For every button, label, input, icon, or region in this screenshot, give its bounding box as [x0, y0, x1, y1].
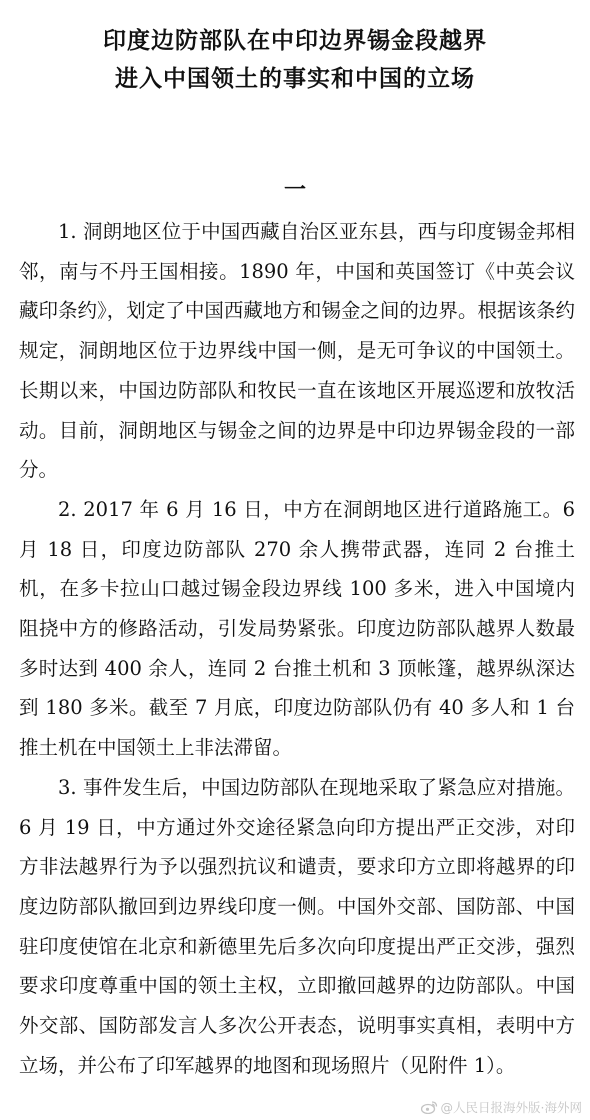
paragraph-2: 2. 2017 年 6 月 16 日，中方在洞朗地区进行道路施工。6 月 18 日，印度边防部队 270 余人携带武器，连同 2 台推土机，在多卡拉山口越过锡金段边界线 100 多米，进入中国境内阻挠中方的修路活动，引发局势紧张。印度边防部队越界人数最多时达到 400 余人，连同 2 台推土机和 3 顶帐篷，越界纵深达到 180 多米。截至 7 月底，印度边防部队仍有 40 多人和 1 台推土机在中国领土上非法滞留。: [19, 497, 575, 760]
document-title: [0, 22, 590, 98]
document-body: [19, 212, 575, 1085]
watermark-text: @人民日报海外版·海外网: [440, 1100, 582, 1115]
paragraph-1: 1. 洞朗地区位于中国西藏自治区亚东县，西与印度锡金邦相邻，南与不丹王国相接。1890 年，中国和英国签订《中英会议藏印条约》，划定了中国西藏地方和锡金之间的边界。根据该条约规定，洞朗地区位于边界线中国一侧，是无可争议的中国领土。长期以来，中国边防部队和牧民一直在该地区开展巡逻和放牧活动。目前，洞朗地区与锡金之间的边界是中印边界锡金段的一部分。: [19, 220, 575, 482]
section-number: 一: [283, 178, 306, 203]
title-line-2: 进入中国领土的事实和中国的立场: [115, 66, 475, 92]
watermark: [421, 1098, 582, 1116]
title-line-1: 印度边防部队在中印边界锡金段越界: [103, 28, 487, 54]
weibo-icon: [421, 1100, 438, 1114]
paragraph-3: 3. 事件发生后，中国边防部队在现地采取了紧急应对措施。6 月 19 日，中方通过外交途径紧急向印方提出严正交涉，对印方非法越界行为予以强烈抗议和谴责，要求印方立即将越界的印度边防部队撤回到边界线印度一侧。中国外交部、国防部、中国驻印度使馆在北京和新德里先后多次向印度提出严正交涉，强烈要求印度尊重中国的领土主权，立即撤回越界的边防部队。中国外交部、国防部发言人多次公开表态，说明事实真相，表明中方立场，并公布了印军越界的地图和现场照片（见附件 1）。: [19, 775, 575, 1077]
